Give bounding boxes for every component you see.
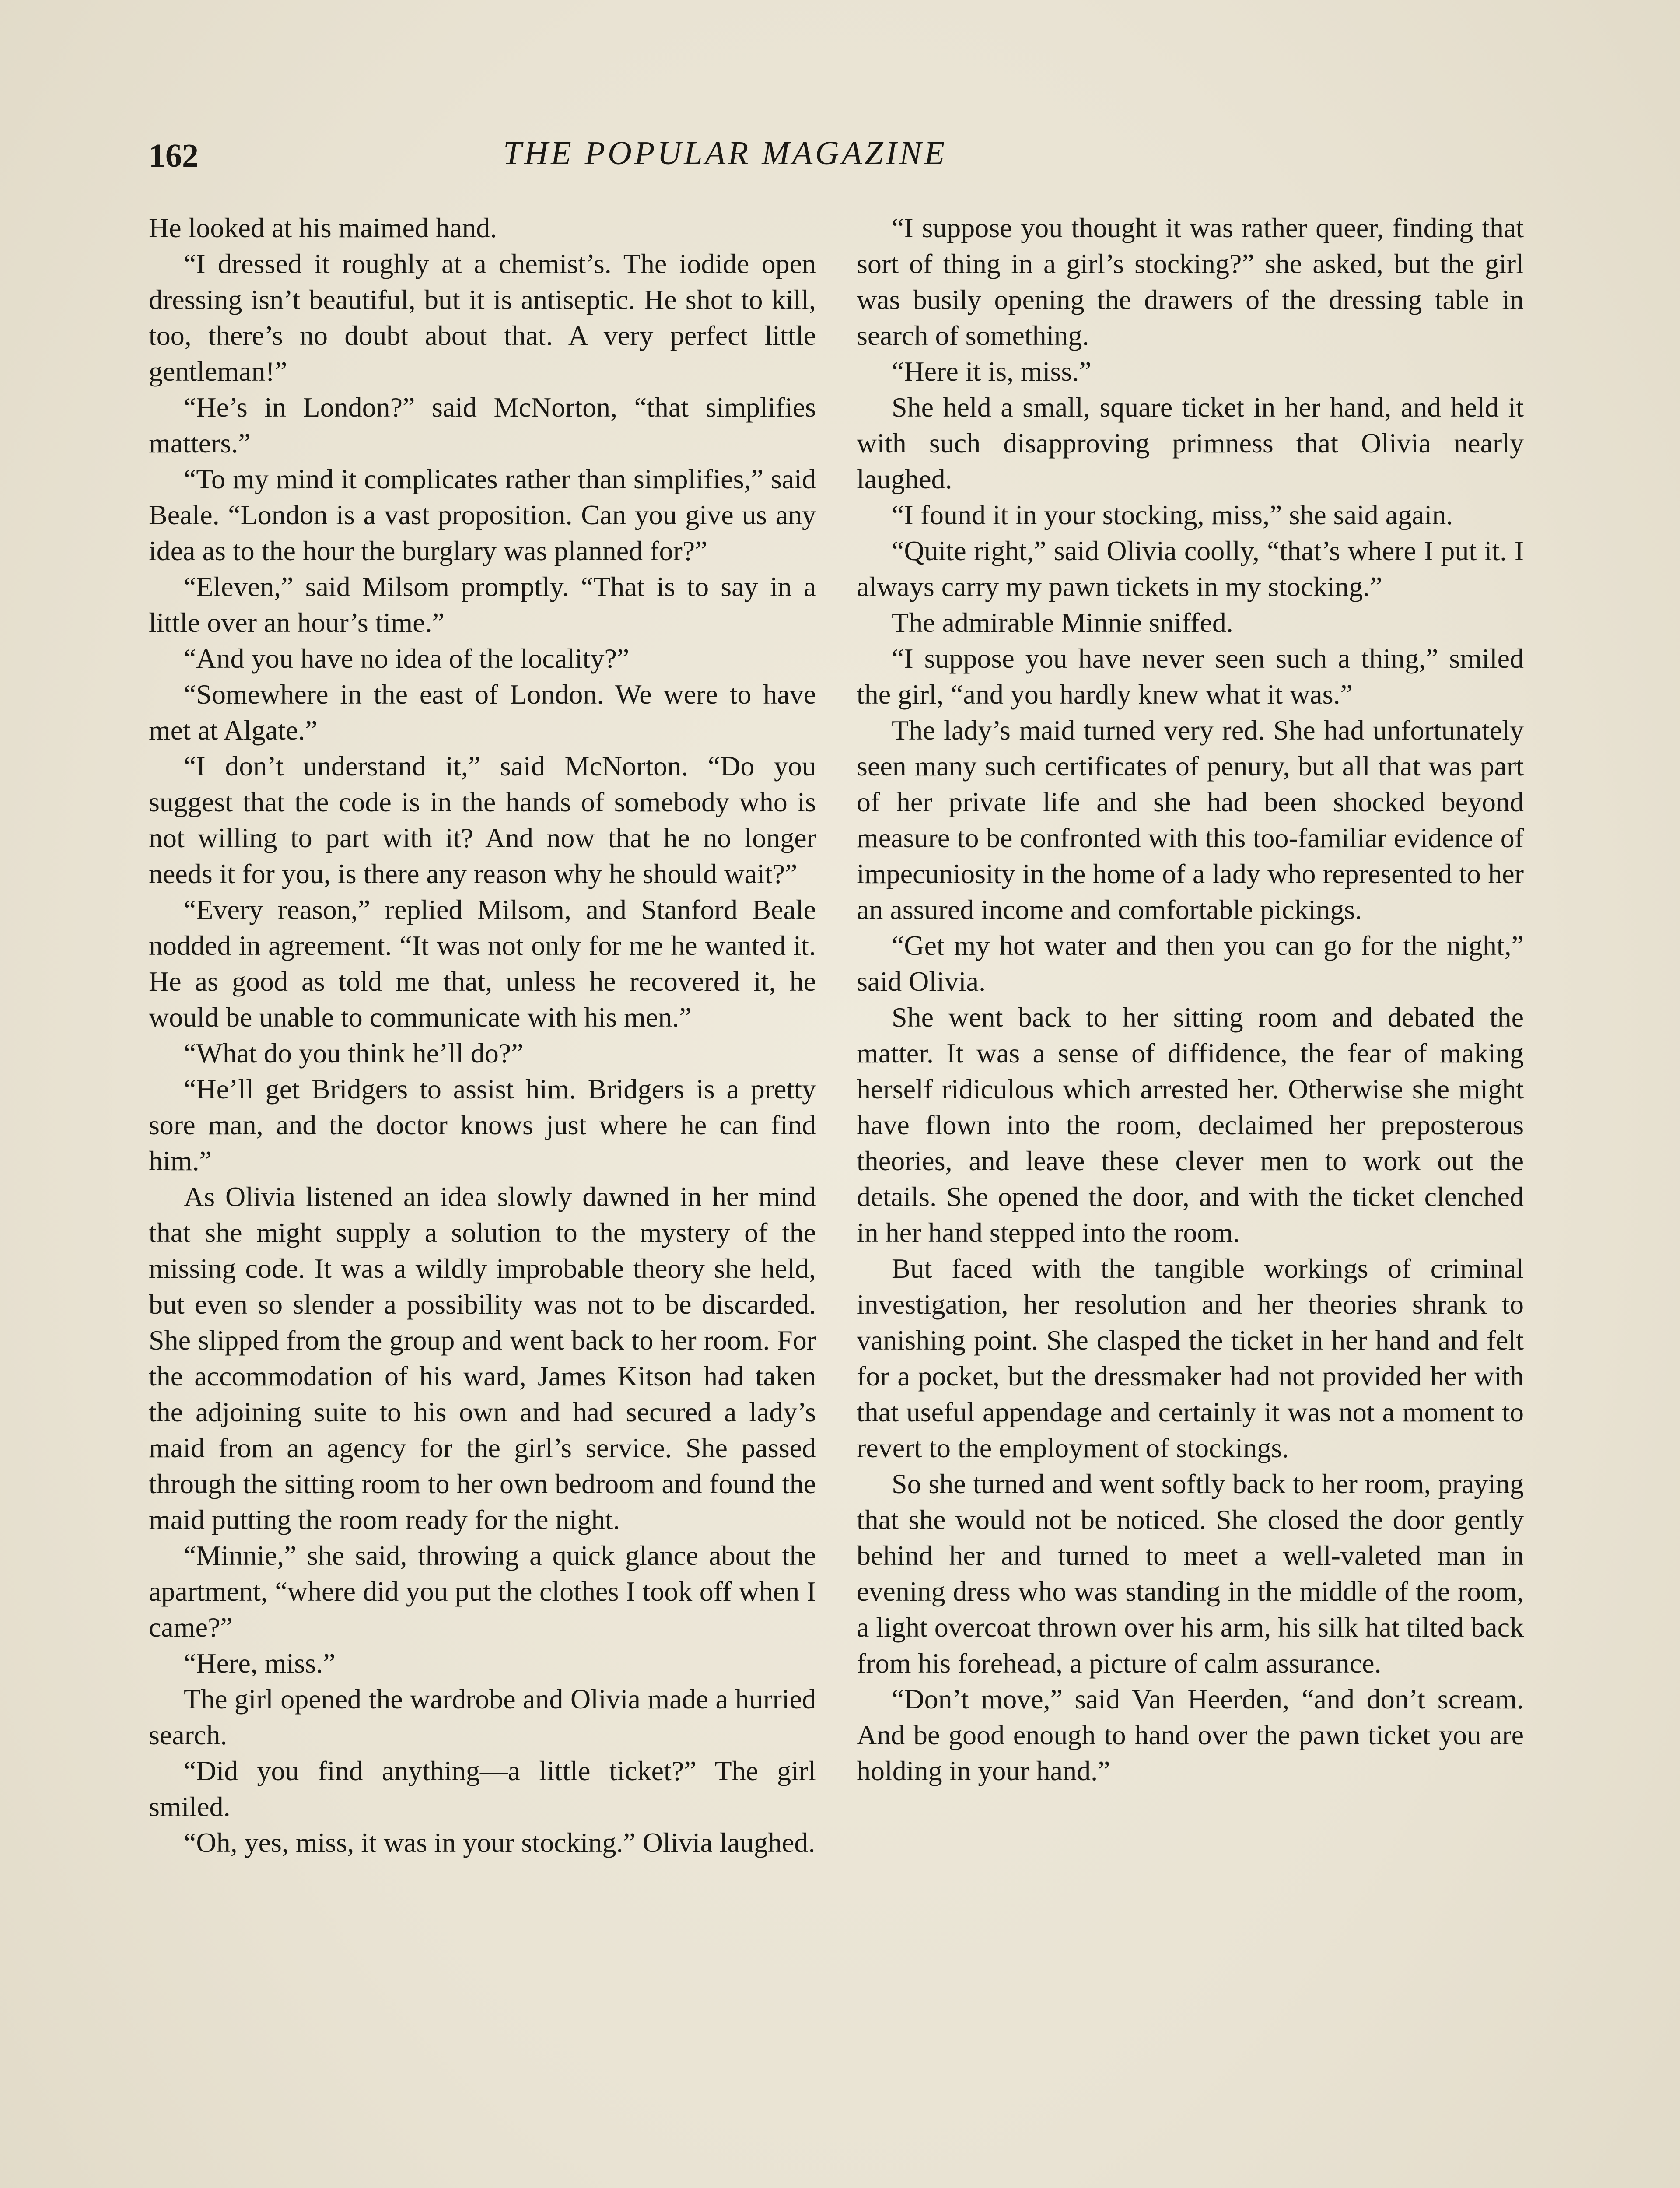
paragraph: “And you have no idea of the locality?” bbox=[184, 643, 630, 674]
paragraph: “Did you find anything—a little ticket?” The girl smiled. bbox=[149, 1755, 816, 1822]
paragraph: The lady’s maid turned very red. She had unfortunately seen many such certificates of penury, but all that was part of her private life and she had been shocked beyond measure to be confronted with this too-familiar evidence of impecuniosity in the home of a lady who represented to her an assured income and comfortable pickings. bbox=[857, 715, 1524, 925]
running-head: THE POPULAR MAGAZINE bbox=[503, 135, 948, 172]
paragraph: “I dressed it roughly at a chemist’s. The iodide open dressing isn’t beautiful, but it is antiseptic. He shot to kill, too, there’s no doubt about that. A very perfect little gentleman!” bbox=[149, 248, 816, 387]
paragraph: “To my mind it complicates rather than simplifies,” said Beale. “London is a vast proposition. Can you give us any idea as to the hour the burglary was planned for?” bbox=[149, 463, 816, 566]
paragraph: “I suppose you thought it was rather queer, finding that sort of thing in a girl’s stocking?” she asked, but the girl was busily opening the drawers of the dressing table in search of something. bbox=[857, 212, 1524, 351]
paragraph: “I found it in your stocking, miss,” she said again. bbox=[892, 499, 1453, 530]
paragraph: “Eleven,” said Milsom promptly. “That is to say in a little over an hour’s time.” bbox=[149, 571, 816, 638]
paragraph: She went back to her sitting room and debated the matter. It was a sense of diffidence, the fear of making herself ridiculous which arrested her. Otherwise she might have flown into the room, declaimed her preposterous theories, and leave these clever men to work out the details. She opened the door, and with the ticket clenched in her hand stepped into the room. bbox=[857, 1002, 1524, 1248]
paragraph: So she turned and went softly back to her room, praying that she would not be noticed. She closed the door gently behind her and turned to meet a well-valeted man in evening dress who was standing in the middle of the room, a light overcoat thrown over his arm, his silk hat tilted back from his forehead, a picture of calm assurance. bbox=[857, 1468, 1524, 1679]
right-column bbox=[857, 210, 1524, 2188]
paragraph: But faced with the tangible workings of criminal investigation, her resolution and her theories shrank to vanishing point. She clasped the ticket in her hand and felt for a pocket, but the dressmaker had not provided her with that useful appendage and certainly it was not a moment to revert to the employment of stockings. bbox=[857, 1253, 1524, 1463]
paragraph: “He’ll get Bridgers to assist him. Bridgers is a pretty sore man, and the doctor knows just where he can find him.” bbox=[149, 1073, 816, 1176]
paragraph: As Olivia listened an idea slowly dawned in her mind that she might supply a solution to the mystery of the missing code. It was a wildly improbable theory she held, but even so slender a possibility was not to be discarded. She slipped from the group and went back to her room. For the accommodation of his ward, James Kitson had taken the adjoining suite to his own and had secured a lady’s maid from an agency for the girl’s service. She passed through the sitting room to her own bedroom and found the maid putting the room ready for the night. bbox=[149, 1181, 816, 1535]
paragraph: “What do you think he’ll do?” bbox=[184, 1038, 524, 1069]
paragraph: He looked at his maimed hand. bbox=[149, 212, 497, 243]
left-column bbox=[149, 210, 816, 2188]
paragraph: “I don’t understand it,” said McNorton. “Do you suggest that the code is in the hands of somebody who is not willing to part with it? And now that he no longer needs it for you, is there any reason why he should wait?” bbox=[149, 750, 816, 889]
paragraph: “Somewhere in the east of London. We were to have met at Algate.” bbox=[149, 679, 816, 746]
paragraph: “Get my hot water and then you can go for the night,” said Olivia. bbox=[857, 930, 1524, 997]
paragraph: “Every reason,” replied Milsom, and Stanford Beale nodded in agreement. “It was not only for me he wanted it. He as good as told me that, unless he recovered it, he would be unable to communicate with his men.” bbox=[149, 894, 816, 1033]
paragraph: “He’s in London?” said McNorton, “that simplifies matters.” bbox=[149, 392, 816, 459]
paragraph: “I suppose you have never seen such a thing,” smiled the girl, “and you hardly knew what it was.” bbox=[857, 643, 1524, 710]
paragraph: “Here, miss.” bbox=[184, 1648, 336, 1679]
paragraph: She held a small, square ticket in her hand, and held it with such disapproving primness that Olivia nearly laughed. bbox=[857, 392, 1524, 494]
paragraph: “Don’t move,” said Van Heerden, “and don’t scream. And be good enough to hand over the pawn ticket you are holding in your hand.” bbox=[857, 1683, 1524, 1786]
paragraph: The admirable Minnie sniffed. bbox=[892, 607, 1233, 638]
paragraph: “Here it is, miss.” bbox=[892, 356, 1092, 387]
page-number: 162 bbox=[149, 137, 199, 174]
paragraph: “Minnie,” she said, throwing a quick glance about the apartment, “where did you put the clothes I took off when I came?” bbox=[149, 1540, 816, 1643]
paragraph: “Quite right,” said Olivia coolly, “that’s where I put it. I always carry my pawn tickets in my stocking.” bbox=[857, 535, 1524, 602]
paragraph: The girl opened the wardrobe and Olivia made a hurried search. bbox=[149, 1683, 816, 1750]
paragraph: “Oh, yes, miss, it was in your stocking.” Olivia laughed. bbox=[184, 1827, 816, 1858]
